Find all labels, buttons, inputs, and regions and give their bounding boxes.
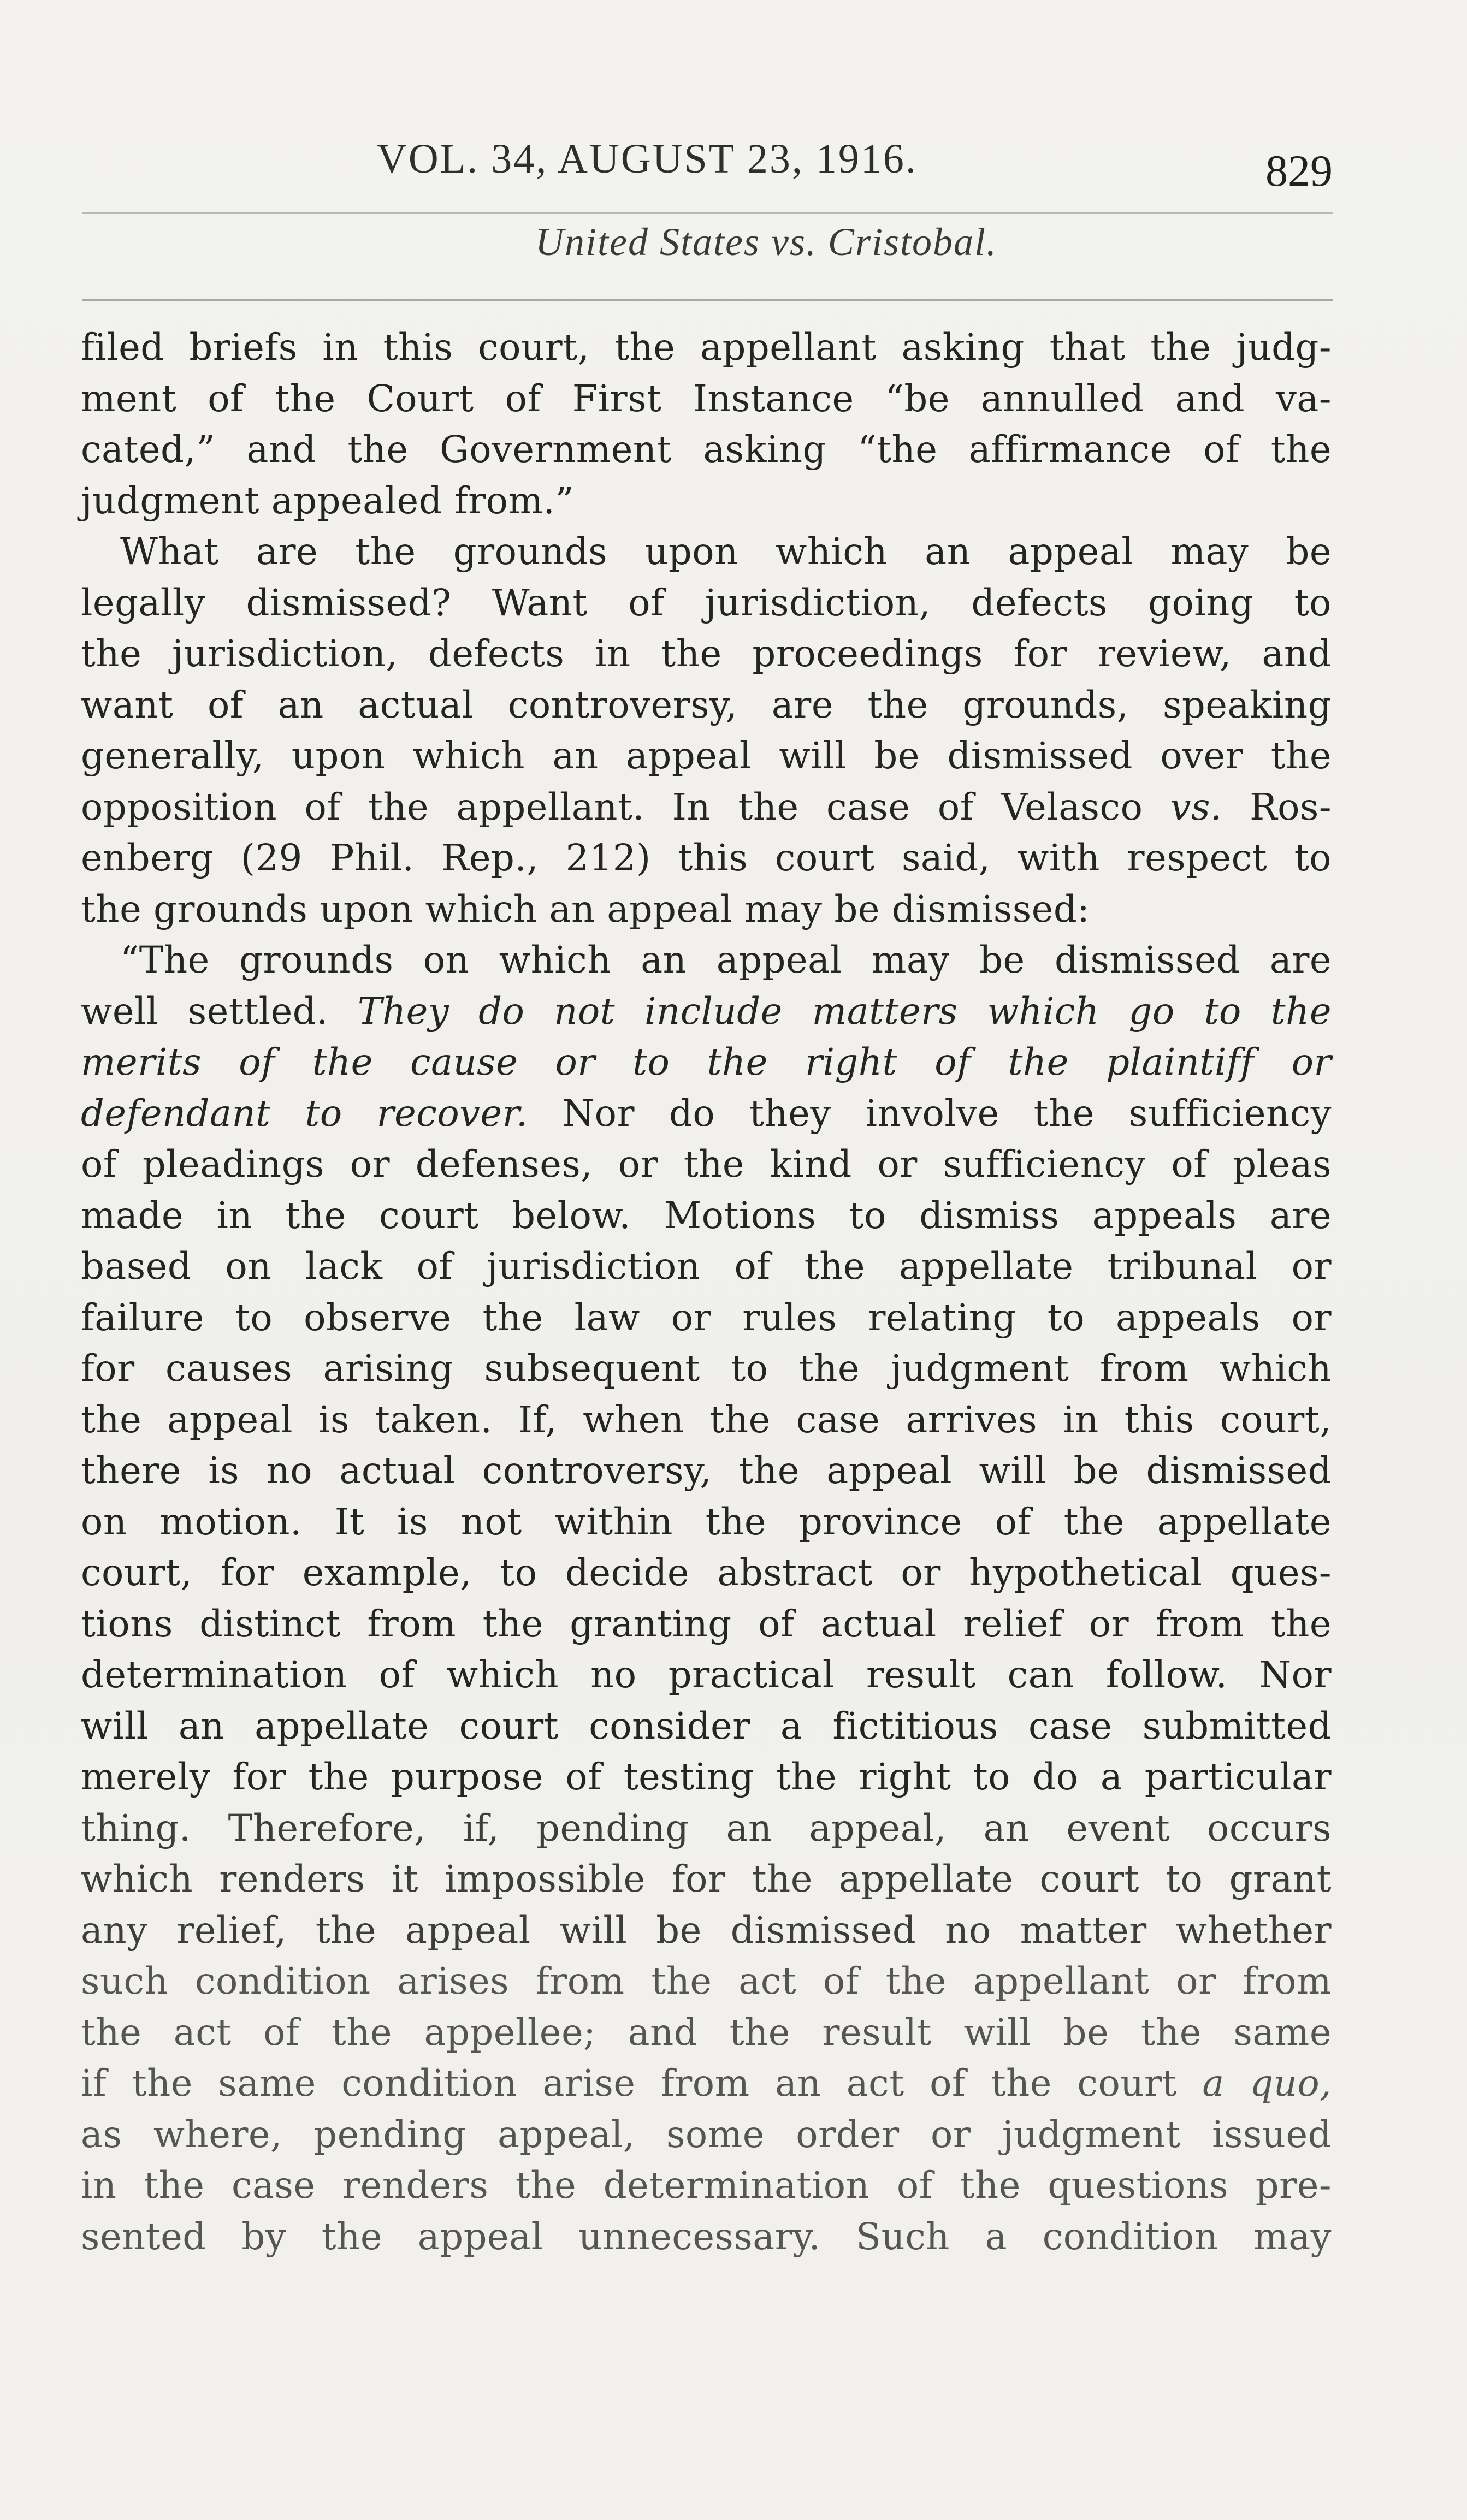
text-line: the jurisdiction, defects in the proceedings for review, and	[81, 632, 1332, 675]
text-line: based on lack of jurisdiction of the appellate tribunal or	[81, 1245, 1332, 1288]
text-line: merely for the purpose of testing the right to do a particular	[81, 1756, 1332, 1798]
text-line: such condition arises from the act of the appellant or from	[81, 1960, 1332, 2002]
case-title: United States vs. Cristobal.	[535, 220, 997, 264]
text-line: tions distinct from the granting of actual relief or from the	[81, 1602, 1332, 1645]
text-line: will an appellate court consider a fictitious case submitted	[81, 1704, 1332, 1747]
text-line: which renders it impossible for the appellate court to grant	[81, 1858, 1332, 1900]
text-line: the appeal is taken. If, when the case arrives in this court,	[81, 1398, 1332, 1441]
text-line: filed briefs in this court, the appellant asking that the judg-	[81, 326, 1332, 369]
text-line: of pleadings or defenses, or the kind or sufficiency of pleas	[81, 1143, 1332, 1185]
italic-phrase: vs.	[1170, 785, 1222, 828]
text-line: as where, pending appeal, some order or judgment issued	[81, 2113, 1332, 2156]
volume-date-header: VOL. 34, AUGUST 23, 1916.	[377, 136, 918, 182]
italic-phrase: a quo,	[1202, 2062, 1332, 2104]
text-line: well settled. They do not include matters which go to the	[81, 989, 1332, 1033]
text-line: failure to observe the law or rules relating to appeals or	[81, 1296, 1332, 1339]
body-text	[81, 322, 1332, 2262]
text-line: on motion. It is not within the province of the appellate	[81, 1500, 1332, 1543]
text-line: there is no actual controversy, the appeal will be dismissed	[81, 1449, 1332, 1492]
text-line: “The grounds on which an appeal may be dismissed are	[120, 939, 1332, 981]
text-line: thing. Therefore, if, pending an appeal, an event occurs	[81, 1806, 1332, 1849]
text-line: if the same condition arise from an act of the court a quo,	[81, 2062, 1332, 2104]
page-number: 829	[1265, 146, 1333, 195]
text-line: cated,” and the Government asking “the affirmance of the	[81, 428, 1332, 471]
header-rule-bottom	[82, 299, 1333, 301]
text-line: sented by the appeal unnecessary. Such a condition may	[81, 2215, 1332, 2258]
text-line: generally, upon which an appeal will be dismissed over the	[81, 734, 1332, 777]
text-line: court, for example, to decide abstract or hypothetical ques-	[81, 1551, 1332, 1594]
text-line: any relief, the appeal will be dismissed no matter whether	[81, 1908, 1332, 1952]
text-line: in the case renders the determination of the questions pre-	[81, 2164, 1332, 2207]
text-line: defendant to recover. Nor do they involve the sufficiency	[81, 1092, 1332, 1135]
text-line: enberg (29 Phil. Rep., 212) this court said, with respect to	[81, 837, 1332, 879]
text-line: determination of which no practical result can follow. Nor	[81, 1653, 1332, 1696]
header-rule-top	[82, 212, 1333, 214]
text-line: made in the court below. Motions to dismiss appeals are	[81, 1194, 1332, 1237]
text-line: opposition of the appellant. In the case of Velasco vs. Ros-	[81, 785, 1332, 828]
italic-phrase: merits of the cause or to the right of the plaintiff or	[81, 1041, 1332, 1083]
running-head	[82, 135, 1333, 195]
text-line: ment of the Court of First Instance “be annulled and va-	[81, 377, 1332, 420]
text-line: judgment appealed from.”	[81, 479, 575, 522]
text-line: the act of the appellee; and the result will be the same	[81, 2011, 1332, 2054]
italic-phrase: defendant to recover.	[81, 1092, 528, 1135]
text-line: the grounds upon which an appeal may be dismissed:	[81, 887, 1090, 930]
text-line: want of an actual controversy, are the grounds, speaking	[81, 683, 1332, 726]
italic-phrase: They do not include matters which go to the	[357, 989, 1332, 1033]
text-line: What are the grounds upon which an appeal may be	[120, 530, 1332, 573]
text-line: legally dismissed? Want of jurisdiction, defects going to	[81, 581, 1332, 624]
text-line: for causes arising subsequent to the judgment from which	[81, 1347, 1332, 1390]
text-line	[81, 1037, 1332, 1088]
